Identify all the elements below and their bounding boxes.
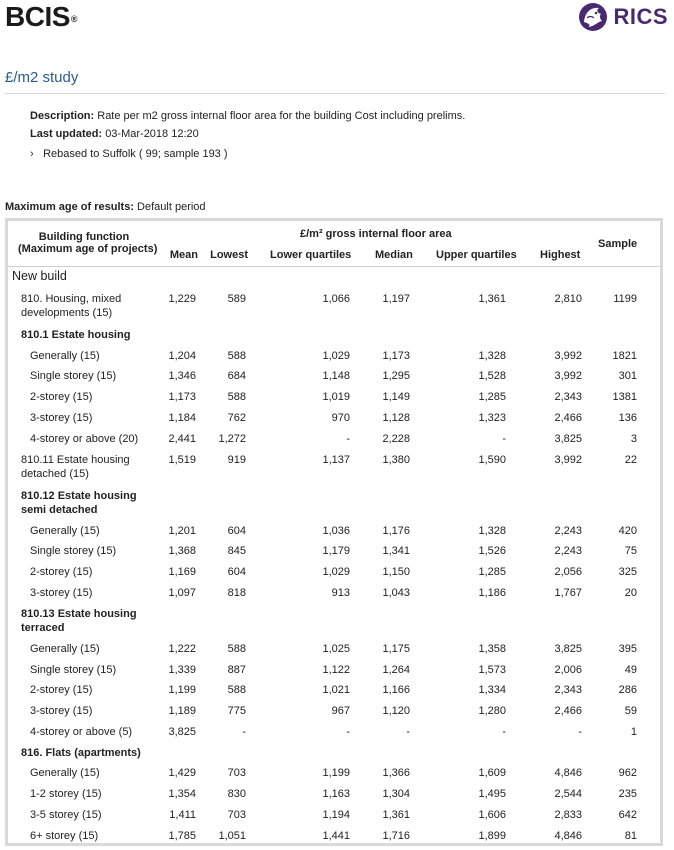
cell-mean: 1,429 xyxy=(168,767,196,780)
cell-highest: 3,825 xyxy=(554,642,582,655)
cell-uq: 1,495 xyxy=(478,788,506,800)
cell-sample: 136 xyxy=(618,411,637,424)
cell-mean: 1,189 xyxy=(168,705,196,718)
cell-lowest: 588 xyxy=(227,349,246,362)
cell-median: - xyxy=(406,725,410,738)
cell-lq: 1,029 xyxy=(322,566,350,579)
table-row xyxy=(8,661,660,682)
cell-uq: 1,328 xyxy=(478,349,506,362)
col-building-function-line1: Building function xyxy=(38,231,130,243)
cell-mean: 1,204 xyxy=(168,349,196,362)
cell-highest: 2,544 xyxy=(554,788,582,800)
cell-uq: 1,285 xyxy=(478,391,506,404)
section-new-build xyxy=(8,269,660,287)
col-upper-quartiles: Upper quartiles xyxy=(436,249,517,261)
cell-mean: 1,199 xyxy=(168,684,196,697)
cell-lowest: 919 xyxy=(227,453,246,466)
cell-uq: 1,609 xyxy=(478,767,506,780)
cell-highest: 2,343 xyxy=(554,684,582,697)
group-label-line2: terraced xyxy=(21,621,65,634)
cell-uq: 1,606 xyxy=(478,808,506,821)
last-updated-value: 03-Mar-2018 12:20 xyxy=(105,128,199,140)
cell-highest: 2,243 xyxy=(554,524,582,537)
cell-median: 1,150 xyxy=(382,566,410,579)
col-lower-quartiles: Lower quartiles xyxy=(270,249,352,261)
cell-lq: 1,122 xyxy=(322,663,350,676)
row-label: 3-storey (15) xyxy=(30,705,93,718)
rics-logo[interactable] xyxy=(575,0,668,34)
cell-median: 1,366 xyxy=(382,767,410,780)
row-label: Generally (15) xyxy=(30,767,100,780)
table-row xyxy=(8,806,660,827)
cell-highest: 1,767 xyxy=(554,586,582,599)
cell-lowest: - xyxy=(242,725,246,738)
cell-lowest: 588 xyxy=(227,642,246,655)
table-row xyxy=(8,388,660,409)
row-label: 2-storey (15) xyxy=(30,684,93,697)
cell-uq: 1,323 xyxy=(478,411,506,424)
description-value: Rate per m2 gross internal floor area for the building Cost including prelims. xyxy=(97,110,466,122)
cell-lq: 967 xyxy=(331,705,350,718)
cell-lowest: 1,272 xyxy=(218,432,246,445)
table-row xyxy=(8,522,660,543)
cell-sample: 20 xyxy=(624,586,637,599)
cell-sample: 1381 xyxy=(612,391,637,404)
cell-mean: 1,173 xyxy=(168,391,196,404)
cell-lq: 1,021 xyxy=(322,684,350,697)
cell-sample: 75 xyxy=(624,545,637,558)
cell-lq: 1,194 xyxy=(322,808,350,821)
group-label: 816. Flats (apartments) xyxy=(21,746,141,759)
cell-mean: 1,411 xyxy=(169,808,196,821)
cell-mean: 1,229 xyxy=(168,293,196,305)
row-label: 3-storey (15) xyxy=(30,586,93,599)
cell-mean: 1,339 xyxy=(168,663,196,676)
row-label: Generally (15) xyxy=(30,524,100,537)
cell-median: 1,716 xyxy=(382,829,410,842)
cell-lq: 1,025 xyxy=(322,642,350,655)
table-row xyxy=(8,487,660,522)
cell-mean: 1,368 xyxy=(168,545,196,558)
cell-lowest: 830 xyxy=(227,788,246,800)
table-row xyxy=(8,723,660,744)
rics-logo-text: RICS xyxy=(613,4,668,29)
cell-sample: 49 xyxy=(624,663,637,676)
max-age-value: Default period xyxy=(137,201,206,213)
chevron-right-icon: › xyxy=(30,148,34,160)
cell-lowest: 845 xyxy=(227,545,246,558)
cell-highest: 3,992 xyxy=(554,453,582,466)
cell-median: 1,176 xyxy=(382,524,410,537)
group-label-line2: semi detached xyxy=(21,503,98,516)
rebase-text: Rebased to Suffolk ( 99; sample 193 ) xyxy=(43,148,228,160)
cell-sample: 420 xyxy=(618,524,637,537)
col-mean: Mean xyxy=(169,249,198,261)
cell-sample: 81 xyxy=(624,829,637,842)
row-label: 6+ storey (15) xyxy=(30,829,99,842)
cell-sample: 3 xyxy=(630,432,637,445)
cell-median: 1,149 xyxy=(382,391,410,404)
cell-sample: 59 xyxy=(624,705,637,718)
bcis-logo[interactable] xyxy=(5,1,77,33)
cell-lq: 1,179 xyxy=(322,545,350,558)
cell-highest: 3,992 xyxy=(554,349,582,362)
row-label-line2: developments (15) xyxy=(21,307,113,319)
cell-lowest: 703 xyxy=(227,767,246,780)
table-header xyxy=(8,221,660,267)
cell-lq: 1,029 xyxy=(322,349,350,362)
cell-lq: 1,148 xyxy=(322,370,350,383)
cell-lq: 1,137 xyxy=(322,453,350,466)
row-label: 810. Housing, mixed xyxy=(21,293,122,305)
cell-lowest: 1,051 xyxy=(218,829,246,842)
cell-highest: 2,466 xyxy=(554,411,582,424)
cell-lowest: 588 xyxy=(227,684,246,697)
cell-sample: 1821 xyxy=(612,349,637,362)
col-group-header: £/m² gross internal floor area xyxy=(300,228,452,240)
cell-highest: 2,343 xyxy=(554,391,582,404)
col-sample: Sample xyxy=(598,238,638,250)
table-row xyxy=(8,827,660,848)
last-updated-row xyxy=(30,125,465,143)
cell-mean: 1,222 xyxy=(168,642,196,655)
rics-lion-icon xyxy=(575,0,611,34)
cell-lowest: 762 xyxy=(227,411,246,424)
cell-sample: 642 xyxy=(618,808,637,821)
cell-lq: - xyxy=(346,432,350,445)
cell-sample: 1199 xyxy=(613,293,637,305)
cell-sample: 395 xyxy=(618,642,637,655)
cell-lq: 970 xyxy=(331,411,350,424)
table-row xyxy=(8,409,660,430)
cell-highest: 2,243 xyxy=(554,545,582,558)
page-title: £/m2 study xyxy=(5,69,79,86)
cell-lq: 913 xyxy=(331,586,350,599)
cell-lowest: 604 xyxy=(227,524,246,537)
cell-highest: 2,006 xyxy=(554,663,582,676)
cell-uq: 1,899 xyxy=(478,829,506,842)
cell-uq: 1,590 xyxy=(478,453,506,466)
cell-sample: 1 xyxy=(630,725,637,738)
cell-highest: 4,846 xyxy=(554,767,582,780)
cell-lq: 1,163 xyxy=(322,788,350,800)
cell-highest: 4,846 xyxy=(554,829,582,842)
table-row xyxy=(8,451,660,487)
cell-highest: 2,056 xyxy=(554,566,582,579)
cell-mean: 1,201 xyxy=(168,524,196,537)
cell-mean: 1,097 xyxy=(168,586,196,599)
cell-median: 1,295 xyxy=(382,370,410,383)
table-row xyxy=(8,785,660,806)
rebase-toggle[interactable] xyxy=(30,146,228,162)
cell-median: 1,361 xyxy=(382,808,410,821)
row-label: 3-5 storey (15) xyxy=(30,808,102,821)
row-label: 3-storey (15) xyxy=(30,411,93,424)
cell-mean: 1,519 xyxy=(168,453,196,466)
cell-lq: 1,019 xyxy=(322,391,350,404)
row-label: Generally (15) xyxy=(30,349,100,362)
page-header xyxy=(0,0,674,36)
cell-median: 1,304 xyxy=(382,788,410,800)
table-row xyxy=(8,702,660,723)
cell-highest: 2,810 xyxy=(554,293,582,305)
last-updated-label: Last updated: xyxy=(30,128,103,140)
table-row xyxy=(8,326,660,347)
cell-median: 2,228 xyxy=(382,432,410,445)
cell-median: 1,197 xyxy=(382,293,410,305)
cell-uq: 1,285 xyxy=(478,566,506,579)
group-label: 810.13 Estate housing xyxy=(21,607,137,620)
cell-sample: 286 xyxy=(618,684,637,697)
cell-uq: 1,361 xyxy=(478,293,506,305)
cell-uq: 1,334 xyxy=(478,684,506,697)
table-row xyxy=(8,367,660,388)
cell-lq: 1,199 xyxy=(322,767,350,780)
table-row xyxy=(8,744,660,765)
cell-highest: 3,825 xyxy=(554,432,582,445)
cell-sample: 962 xyxy=(618,767,637,780)
table-row xyxy=(8,290,660,326)
cell-uq: 1,328 xyxy=(478,524,506,537)
cell-mean: 1,354 xyxy=(168,788,196,800)
cell-highest: 2,466 xyxy=(554,705,582,718)
cell-median: 1,380 xyxy=(382,453,410,466)
cell-mean: 1,169 xyxy=(168,566,196,579)
row-label: 4-storey or above (5) xyxy=(30,725,133,738)
table-row xyxy=(8,681,660,702)
table-row xyxy=(8,640,660,661)
cell-uq: 1,526 xyxy=(478,545,506,558)
cost-table xyxy=(5,218,663,846)
description-row xyxy=(30,107,465,125)
cell-sample: 325 xyxy=(618,566,637,579)
row-label: 1-2 storey (15) xyxy=(30,788,102,800)
cell-lq: - xyxy=(346,725,350,738)
cell-uq: 1,528 xyxy=(478,370,506,383)
cell-highest: - xyxy=(578,725,582,738)
cell-median: 1,043 xyxy=(382,586,410,599)
row-label: Single storey (15) xyxy=(30,545,117,558)
cell-median: 1,128 xyxy=(382,411,410,424)
col-building-function xyxy=(18,231,158,255)
table-row xyxy=(8,563,660,584)
row-label: Single storey (15) xyxy=(30,370,117,383)
row-label: Generally (15) xyxy=(30,642,100,655)
cell-lowest: 684 xyxy=(227,370,246,383)
cell-highest: 2,833 xyxy=(554,808,582,821)
cell-median: 1,166 xyxy=(382,684,410,697)
cell-mean: 2,441 xyxy=(168,432,196,445)
cell-mean: 1,184 xyxy=(168,411,196,424)
cell-lowest: 775 xyxy=(227,705,246,718)
col-lowest: Lowest xyxy=(210,249,248,261)
row-label-line2: detached (15) xyxy=(21,467,89,480)
section-label: New build xyxy=(12,269,67,283)
cell-median: 1,173 xyxy=(382,349,410,362)
cell-lowest: 588 xyxy=(227,391,246,404)
group-label: 810.12 Estate housing xyxy=(21,489,137,502)
cell-median: 1,120 xyxy=(382,705,410,718)
cell-lowest: 589 xyxy=(227,293,246,305)
title-divider xyxy=(5,93,665,94)
cell-lowest: 818 xyxy=(227,586,246,599)
cell-mean: 1,346 xyxy=(168,370,196,383)
cell-lowest: 604 xyxy=(227,566,246,579)
row-label: Single storey (15) xyxy=(30,663,117,676)
group-label: 810.1 Estate housing xyxy=(21,329,131,341)
max-age-label: Maximum age of results: xyxy=(5,201,134,213)
description-label: Description: xyxy=(30,110,95,122)
row-label: 2-storey (15) xyxy=(30,566,93,579)
cell-lq: 1,066 xyxy=(322,293,350,305)
study-meta xyxy=(30,107,465,143)
cell-uq: - xyxy=(502,725,506,738)
row-label: 4-storey or above (20) xyxy=(30,432,139,445)
cell-lowest: 887 xyxy=(227,663,246,676)
cell-uq: - xyxy=(502,432,506,445)
table-row xyxy=(8,584,660,605)
cell-mean: 1,785 xyxy=(168,829,196,842)
cell-sample: 301 xyxy=(618,370,637,383)
cell-uq: 1,573 xyxy=(478,663,506,676)
table-row xyxy=(8,430,660,451)
max-age-results xyxy=(5,201,206,213)
table-row xyxy=(8,605,660,640)
col-building-function-line2: (Maximum age of projects) xyxy=(18,243,158,255)
cell-sample: 22 xyxy=(624,453,637,466)
cell-uq: 1,358 xyxy=(478,642,506,655)
cell-lq: 1,441 xyxy=(322,829,350,842)
table-row xyxy=(8,542,660,563)
row-label: 2-storey (15) xyxy=(30,391,93,404)
table-row xyxy=(8,347,660,368)
col-median: Median xyxy=(375,249,413,261)
cell-sample: 235 xyxy=(618,788,637,800)
cell-median: 1,341 xyxy=(382,545,410,558)
col-highest: Highest xyxy=(540,249,581,261)
cell-lowest: 703 xyxy=(227,808,246,821)
registered-mark: ® xyxy=(70,14,78,24)
cell-uq: 1,186 xyxy=(478,586,506,599)
cell-uq: 1,280 xyxy=(478,705,506,718)
bcis-logo-text: BCIS xyxy=(5,1,70,32)
cell-median: 1,175 xyxy=(382,642,410,655)
cell-highest: 3,992 xyxy=(554,370,582,383)
table-row xyxy=(8,764,660,785)
cell-lq: 1,036 xyxy=(322,524,350,537)
cell-mean: 3,825 xyxy=(168,725,196,738)
cell-median: 1,264 xyxy=(382,663,410,676)
row-label: 810.11 Estate housing xyxy=(21,453,130,466)
